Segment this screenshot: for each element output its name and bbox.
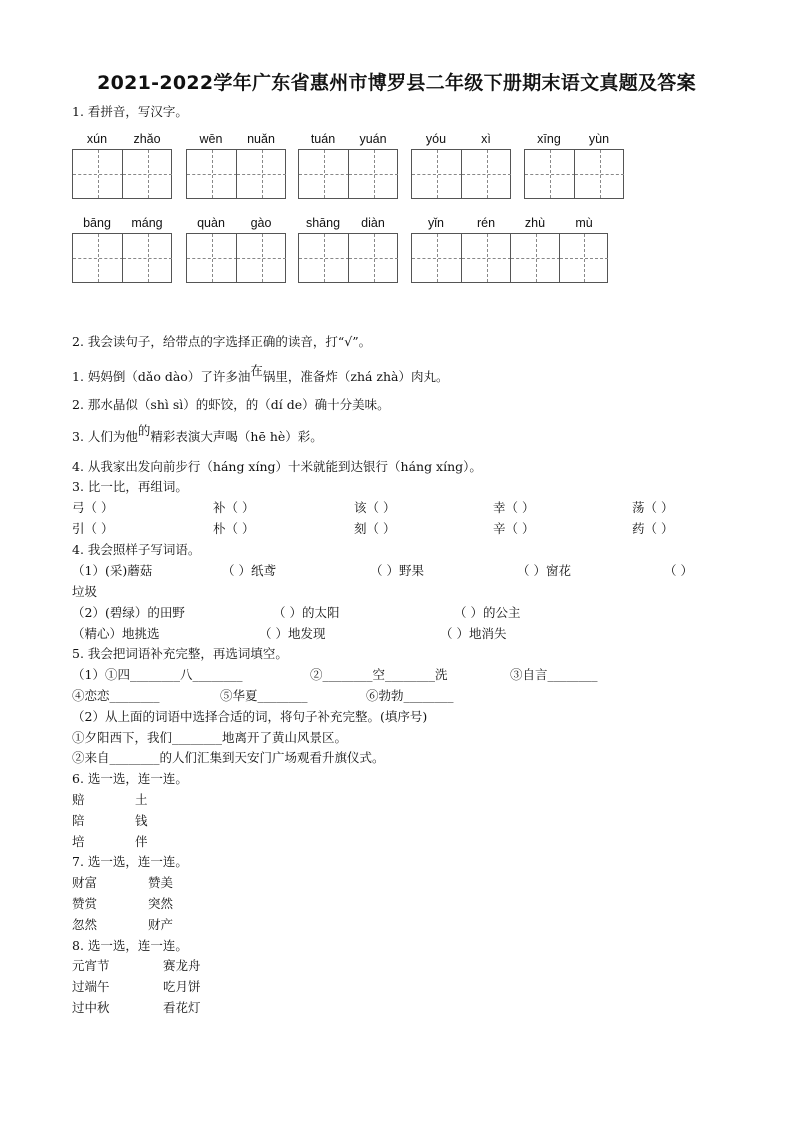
q3-item: 幸（ ） [493,500,535,515]
q5-item: ②________空________洗 [310,667,448,682]
writing-box[interactable] [298,233,398,283]
q4-item: （ ）的太阳 [273,605,340,620]
writing-box[interactable] [186,149,286,199]
pinyin: diàn [361,216,385,230]
q5-sentence: ①夕阳西下，我们________地离开了黄山风景区。 [72,730,348,745]
q3-item: 辛（ ） [493,521,535,536]
q3-item: 荡（ ） [632,500,674,515]
match-right[interactable]: 钱 [135,813,148,828]
q5-item: （1）①四________八________ [72,667,243,682]
q4-heading: 4. 我会照样子写词语。 [72,542,201,557]
match-right[interactable]: 伴 [135,834,148,849]
q4-item: （ ）的公主 [454,605,521,620]
q5-item: ③自言________ [510,667,598,682]
q5-item: ⑤华夏________ [220,688,308,703]
q4-item: （ ）地消失 [440,626,507,641]
pinyin: wēn [199,132,223,146]
writing-box[interactable] [411,149,511,199]
match-left[interactable]: 陪 [72,813,85,828]
q4-item: （ ）纸鸢 [222,563,276,578]
q4-item: （1）(采)蘑菇 [72,563,153,578]
pinyin: gào [250,216,272,230]
q5-item: ④恋恋________ [72,688,160,703]
pinyin: xīng [537,132,561,146]
q2-sentence-1: 1. 妈妈倒（dǎo dào）了许多油在锅里，准备炸（zhá zhà）肉丸。 [72,363,449,384]
pinyin: yóu [425,132,447,146]
pinyin: quàn [197,216,225,230]
pinyin: shāng [305,216,341,230]
q4-item: （ ）地发现 [259,626,326,641]
writing-box[interactable] [411,233,608,283]
q2-sentence-3: 3. 人们为他的精彩表演大声喝（hē hè）彩。 [72,423,323,444]
writing-box[interactable] [72,233,172,283]
pinyin: zhǎo [133,132,161,146]
match-left[interactable]: 赞赏 [72,896,98,911]
writing-box[interactable] [186,233,286,283]
match-right[interactable]: 吃月饼 [163,979,201,994]
q5-heading: 5. 我会把词语补充完整，再选词填空。 [72,646,288,661]
pinyin: yǐn [428,216,444,230]
q4-item: （精心）地挑选 [72,626,160,641]
q3-item: 药（ ） [632,521,674,536]
q3-item: 朴（ ） [213,521,255,536]
writing-box[interactable] [524,149,624,199]
match-right[interactable]: 看花灯 [163,1000,201,1015]
q1-heading: 1. 看拼音，写汉字。 [72,104,188,119]
match-right[interactable]: 土 [135,792,148,807]
q4-item: （ ）野果 [370,563,424,578]
pinyin: tuán [310,132,336,146]
q5-subheading: （2）从上面的词语中选择合适的词，将句子补充完整。(填序号) [72,709,428,724]
q2-sentence-2: 2. 那水晶似（shì sì）的虾饺，的（dí de）确十分美味。 [72,397,390,412]
match-left[interactable]: 培 [72,834,85,849]
pinyin: zhù [524,216,546,230]
match-left[interactable]: 过中秋 [72,1000,110,1015]
q2-sentence-4: 4. 从我家出发向前步行（háng xíng）十米就能到达银行（háng xíng）。 [72,459,482,474]
match-right[interactable]: 赛龙舟 [163,958,201,973]
q5-sentence: ②来自________的人们汇集到天安门广场观看升旗仪式。 [72,750,385,765]
q2-heading: 2. 我会读句子，给带点的字选择正确的读音，打“√”。 [72,334,372,349]
match-right[interactable]: 财产 [148,917,174,932]
q4-item: （ ）窗花 [517,563,571,578]
pinyin: mù [575,216,593,230]
q5-item: ⑥勃勃________ [366,688,454,703]
match-right[interactable]: 赞美 [148,875,174,890]
writing-box[interactable] [298,149,398,199]
pinyin: nuǎn [247,132,275,146]
q3-item: 该（ ） [354,500,396,515]
q3-item: 引（ ） [72,521,114,536]
q7-heading: 7. 选一选，连一连。 [72,854,188,869]
pinyin: xún [86,132,108,146]
match-left[interactable]: 赔 [72,792,85,807]
match-left[interactable]: 财富 [72,875,98,890]
q4-item: （ ） [664,563,693,578]
q4-item: （2）(碧绿）的田野 [72,605,185,620]
match-left[interactable]: 过端午 [72,979,110,994]
q8-heading: 8. 选一选，连一连。 [72,938,188,953]
q4-item: 垃圾 [72,584,98,599]
q3-item: 补（ ） [213,500,255,515]
match-left[interactable]: 元宵节 [72,958,110,973]
pinyin: yuán [359,132,387,146]
q6-heading: 6. 选一选，连一连。 [72,771,188,786]
pinyin: xì [481,132,491,146]
page-title: 2021-2022学年广东省惠州市博罗县二年级下册期末语文真题及答案 [97,72,696,94]
match-right[interactable]: 突然 [148,896,174,911]
q3-item: 弓（ ） [72,500,114,515]
q3-item: 刻（ ） [354,521,396,536]
pinyin: bāng [83,216,111,230]
writing-box[interactable] [72,149,172,199]
pinyin: rén [476,216,496,230]
match-left[interactable]: 忽然 [72,917,98,932]
pinyin: yùn [588,132,610,146]
q3-heading: 3. 比一比，再组词。 [72,479,188,494]
pinyin: máng [131,216,163,230]
